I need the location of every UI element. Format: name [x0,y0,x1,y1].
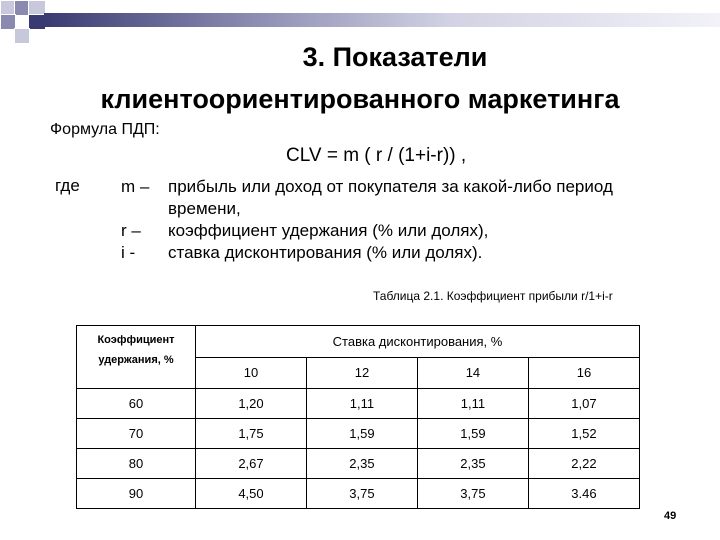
value-cell: 1,52 [528,419,639,449]
table-row [77,389,640,419]
value-cell: 1,59 [306,419,417,449]
definition-item [121,176,638,220]
definition-text: ставка дисконтирования (% или долях). [168,243,483,262]
definition-item [121,220,638,242]
value-cell: 3.46 [528,479,639,509]
value-cell: 4,50 [196,479,307,509]
table-row [77,419,640,449]
profit-coefficient-table [76,325,640,509]
table-row [77,449,640,479]
retention-column-header: Коэффициент удержания, % [77,326,196,389]
clv-formula: CLV = m ( r / (1+i-r)) , [286,145,467,166]
formula-label: Формула ПДП: [50,121,160,138]
rate-header: 10 [196,357,307,389]
rate-header: 16 [528,357,639,389]
value-cell: 2,35 [306,449,417,479]
value-cell: 3,75 [417,479,528,509]
definitions-list [121,176,638,264]
value-cell: 1,20 [196,389,307,419]
value-cell: 2,22 [528,449,639,479]
value-cell: 3,75 [306,479,417,509]
rate-header: 12 [306,357,417,389]
value-cell: 1,11 [306,389,417,419]
definition-symbol: i - [121,243,136,262]
definition-item [121,242,638,264]
retention-cell: 80 [77,449,196,479]
value-cell: 1,07 [528,389,639,419]
page-number: 49 [664,510,677,522]
header-gradient-bar [44,13,720,27]
rate-header: 14 [417,357,528,389]
table-row [77,479,640,509]
definition-symbol: m – [121,177,150,196]
definition-symbol: r – [121,221,141,240]
value-cell: 1,75 [196,419,307,449]
table-caption: Таблица 2.1. Коэффициент прибыли r/1+i-r [373,289,613,303]
retention-cell: 90 [77,479,196,509]
title-line-1: 3. Показатели [302,42,488,72]
definition-text: прибыль или доход от покупателя за какой-либо период времени, [168,177,613,218]
value-cell: 2,67 [196,449,307,479]
value-cell: 1,59 [417,419,528,449]
retention-cell: 70 [77,419,196,449]
value-cell: 2,35 [417,449,528,479]
where-label: где [55,176,80,195]
discount-rate-group-header: Ставка дисконтирования, % [196,326,640,358]
value-cell: 1,11 [417,389,528,419]
definition-text: коэффициент удержания (% или долях), [168,221,489,240]
title-line-2: клиентоориентированного маркетинга [100,84,620,114]
retention-cell: 60 [77,389,196,419]
slide-title [0,36,720,120]
